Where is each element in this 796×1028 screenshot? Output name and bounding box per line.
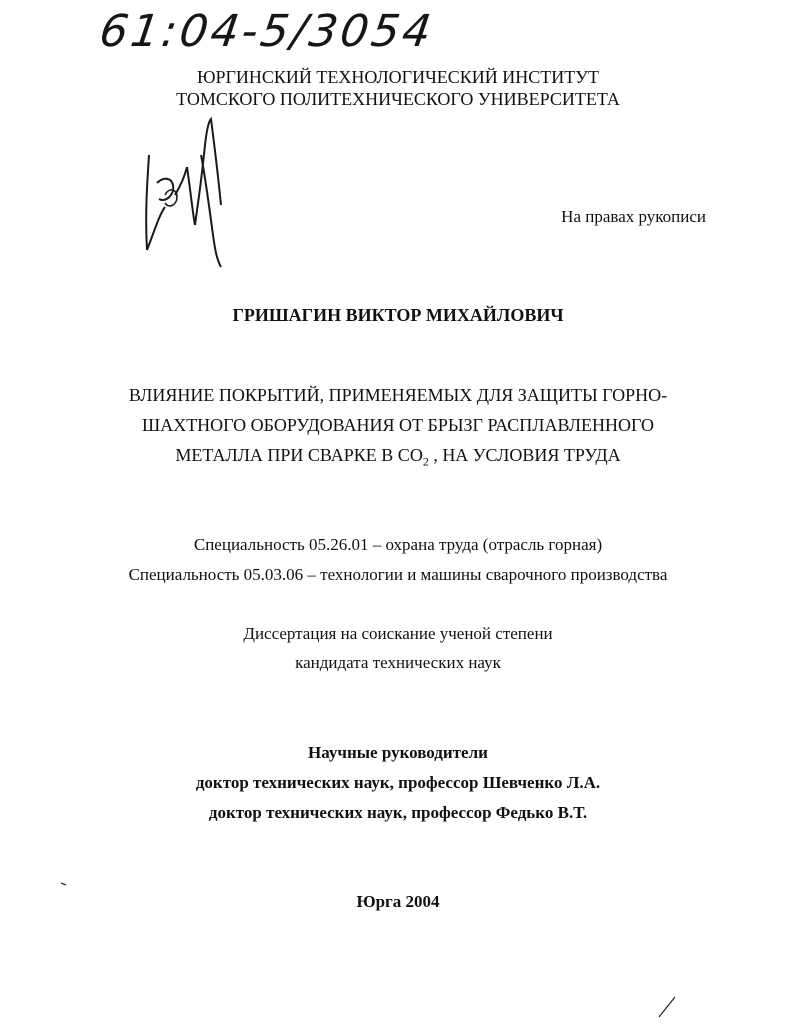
dissertation-line-2: кандидата технических наук (295, 653, 501, 672)
title-line-2: ШАХТНОГО ОБОРУДОВАНИЯ ОТ БРЫЗГ РАСПЛАВЛЕННОГО (142, 415, 654, 435)
dissertation-line-1: Диссертация на соискание ученой степени (243, 624, 553, 643)
title-line-3-end: , НА УСЛОВИЯ ТРУДА (428, 445, 621, 465)
specialty-line-2: Специальность 05.03.06 – технологии и машины сварочного производства (128, 565, 668, 584)
advisor-2: доктор технических наук, профессор Федько В.Т. (208, 803, 588, 822)
title-subscript: 2 (422, 454, 429, 469)
scan-speck-icon (60, 880, 74, 888)
title-line-1: ВЛИЯНИЕ ПОКРЫТИЙ, ПРИМЕНЯЕМЫХ ДЛЯ ЗАЩИТЫ ГОРНО- (128, 385, 668, 405)
institute-line-2: ТОМСКОГО ПОЛИТЕХНИЧЕСКОГО УНИВЕРСИТЕТА (176, 89, 620, 109)
pencil-stroke-icon (655, 995, 679, 1019)
rights-note: На правах рукописи (561, 207, 706, 226)
handwritten-catalog-code: 61:04-5/3054 (96, 6, 438, 57)
title-line-3-text: МЕТАЛЛА ПРИ СВАРКЕ В CO (175, 445, 423, 465)
title-line-3 (0, 439, 796, 478)
advisors-heading: Научные руководители (308, 743, 488, 762)
author-name: ГРИШАГИН ВИКТОР МИХАЙЛОВИЧ (232, 305, 564, 325)
handwritten-signature-icon (135, 115, 235, 270)
specialty-line-1: Специальность 05.26.01 – охрана труда (отрасль горная) (193, 535, 603, 554)
advisor-1: доктор технических наук, профессор Шевченко Л.А. (195, 773, 601, 792)
place-year: Юрга 2004 (356, 892, 440, 911)
institute-line-1: ЮРГИНСКИЙ ТЕХНОЛОГИЧЕСКИЙ ИНСТИТУТ (196, 67, 600, 87)
